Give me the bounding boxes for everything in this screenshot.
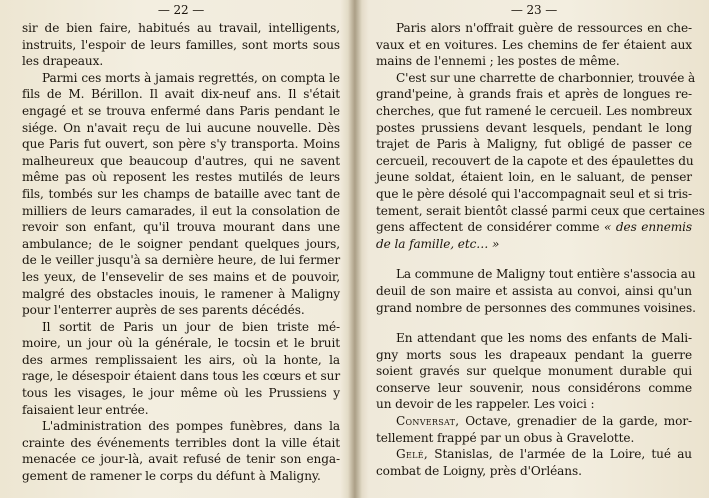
text-line	[376, 363, 692, 380]
line-text: des armes remplissaient les airs, où la honte, la	[22, 352, 340, 367]
text-line	[376, 136, 692, 153]
line-text: cercueil, recouvert de la capote et des épaulettes du	[376, 153, 694, 168]
text-line	[376, 300, 696, 317]
text-line	[376, 266, 696, 283]
left-page	[22, 0, 340, 498]
text-line	[22, 103, 340, 120]
page-number: — 22 —	[157, 3, 205, 17]
line-text: fils de M. Bérillon. Il avait dix-neuf ans. Il s'était	[22, 87, 340, 102]
line-text: même pas où reposent les restes mutilés de leurs	[22, 170, 340, 185]
line-text: sir de bien faire, habitués au travail, intelligents,	[22, 21, 340, 35]
text-line	[22, 335, 340, 352]
line-text: revoir son enfant, qu'il trouva mourant dans une	[22, 220, 340, 235]
line-text: grand nombre de personnes des communes voisines.	[376, 300, 696, 315]
text-line	[376, 413, 692, 430]
line-text: engagé et se trouva enfermé dans Paris pendant le	[22, 103, 340, 118]
line-text: mains de l'ennemi ; les postes de même.	[376, 54, 620, 69]
line-text: fils, tombés sur les champs de bataille avec tant de	[22, 186, 340, 201]
text-line	[376, 380, 692, 397]
text-line	[376, 330, 692, 347]
text-line	[376, 203, 705, 220]
text-line	[22, 186, 340, 203]
text-line	[22, 418, 340, 435]
text-line	[376, 186, 692, 203]
text-line	[376, 37, 692, 54]
text-line	[22, 385, 340, 402]
line-text: tous les visages, le jour même où les Prussiens y	[22, 386, 340, 401]
line-text: Octave, grenadier de la garde, mor-	[459, 414, 692, 429]
line-text: faisaient leur entrée.	[22, 402, 149, 417]
line-text: C'est sur une charrette de charbonnier, trouvée à	[396, 70, 696, 85]
text-line	[22, 86, 340, 103]
text-line	[22, 451, 340, 468]
text-line	[376, 347, 692, 364]
text-line	[376, 219, 692, 236]
text-line	[376, 120, 692, 137]
line-text: rage, le désespoir étaient dans tous les cœurs et sur	[22, 369, 340, 384]
soldier-name: Conversat,	[396, 414, 460, 429]
text-line	[376, 103, 692, 120]
line-text: ambulance; de le soigner pendant quelques jours,	[22, 236, 340, 251]
line-text: La commune de Maligny tout entière s'associa au	[396, 267, 696, 282]
line-text: grand'peine, à grands frais et après de longues re-	[376, 87, 692, 102]
text-line	[22, 219, 340, 236]
line-text: Il sortit de Paris un jour de bien triste mé-	[42, 319, 340, 334]
text-line	[22, 37, 340, 54]
text-line	[376, 153, 692, 170]
line-text: En attendant que les noms des enfants de Mali-	[396, 331, 692, 346]
line-text: menacée ce jour-là, avait refusé de tenir son enga-	[22, 452, 340, 467]
line-text: L'administration des pompes funèbres, dans la	[42, 419, 340, 434]
line-text: que Paris fut ouvert, son père s'y transporta. Moins	[22, 137, 340, 152]
text-line	[376, 463, 692, 480]
page-body	[376, 20, 705, 479]
line-text: les yeux, de l'ensevelir de ses mains et de pouvoir,	[22, 269, 340, 284]
text-line	[22, 468, 340, 485]
italic-quote: « des ennemis	[604, 220, 693, 235]
line-text: un devoir de les rappeler. Les voici :	[376, 397, 595, 412]
paragraph-gap	[376, 316, 692, 330]
text-line	[22, 153, 340, 170]
text-line	[22, 136, 340, 153]
paragraph-gap	[376, 252, 692, 266]
book-gutter	[348, 0, 362, 498]
line-text: malheureux que beaucoup d'autres, qui ne savent	[22, 153, 340, 168]
line-text: gement de ramener le corps du défunt à Maligny.	[22, 469, 321, 484]
text-line	[376, 446, 692, 463]
line-text: les drapeaux.	[22, 54, 104, 69]
line-text: que le père désolé qui l'accompagnait seul et si tris-	[376, 186, 692, 201]
page-number: — 23 —	[510, 3, 558, 17]
line-text: instruits, l'espoir de leurs familles, sont morts sous	[22, 37, 340, 52]
text-line	[22, 319, 340, 336]
line-text: tement, serait bientôt classé parmi ceux que certaines	[376, 203, 705, 218]
line-text: combat de Loigny, près d'Orléans.	[376, 463, 582, 478]
italic-quote: de la famille, etc… »	[376, 236, 500, 251]
line-text: postes prussiens devant lesquels, pendant le long	[376, 120, 692, 135]
line-text: crainte des événements terribles dont la ville était	[22, 435, 340, 450]
text-line	[22, 252, 340, 269]
text-line	[22, 269, 340, 286]
line-text: Parmi ces morts à jamais regrettés, on compta le	[42, 70, 340, 85]
text-line	[22, 203, 340, 220]
line-text: deuil de son maire et assista au convoi, ainsi qu'un	[376, 283, 692, 298]
text-line	[22, 352, 340, 369]
line-text: jeune soldat, étaient loin, en le saluant, de penser	[376, 170, 692, 185]
text-line	[376, 53, 692, 70]
line-text: conserve leur souvenir, nous considérons comme	[376, 380, 692, 395]
text-line	[22, 169, 340, 186]
page-body	[22, 20, 340, 485]
soldier-name: Gelé,	[396, 447, 428, 462]
text-line	[22, 53, 340, 70]
line-text: milliers de leurs camarades, il eut la consolation de	[22, 203, 340, 218]
text-line	[376, 430, 692, 447]
text-line	[22, 402, 340, 419]
line-text: moire, un jour où la générale, le tocsin et le bruit	[22, 336, 340, 351]
line-text: gny morts sous les drapeaux pendant la guerre	[376, 347, 692, 362]
text-line	[22, 120, 340, 137]
text-line	[376, 20, 692, 37]
line-text: gens affectent de considérer comme	[376, 220, 600, 235]
text-line	[22, 70, 340, 87]
text-line	[22, 236, 340, 253]
text-line	[376, 283, 692, 300]
line-text: soient gravés sur quelque monument durable qui	[376, 364, 692, 379]
line-text: trajet de Paris à Maligny, fut obligé de passer ce	[376, 137, 692, 152]
line-text: Paris alors n'offrait guère de ressources en che-	[396, 21, 692, 35]
text-line	[22, 20, 340, 37]
line-text: pour l'enterrer auprès de ses parents décédés.	[22, 303, 305, 318]
text-line	[376, 236, 692, 253]
text-line	[22, 368, 340, 385]
text-line	[22, 302, 340, 319]
line-text: tellement frappé par un obus à Gravelotte.	[376, 430, 635, 445]
text-line	[376, 86, 692, 103]
text-line	[22, 435, 340, 452]
line-text: de le veiller jusqu'à sa dernière heure, de lui fermer	[22, 253, 340, 268]
text-line	[22, 286, 340, 303]
text-line	[376, 169, 692, 186]
text-line	[376, 396, 692, 413]
line-text: Stanislas, de l'armée de la Loire, tué au	[428, 447, 692, 462]
text-line	[376, 70, 696, 87]
line-text: siége. On n'avait reçu de lui aucune nouvelle. Dès	[22, 120, 340, 135]
right-page	[376, 0, 705, 498]
line-text: cherches, que fut ramené le cercueil. Les nombreux	[376, 103, 692, 118]
line-text: malgré des obstacles inouis, le ramener à Maligny	[22, 286, 340, 301]
line-text: vaux et en voitures. Les chemins de fer étaient aux	[376, 37, 692, 52]
